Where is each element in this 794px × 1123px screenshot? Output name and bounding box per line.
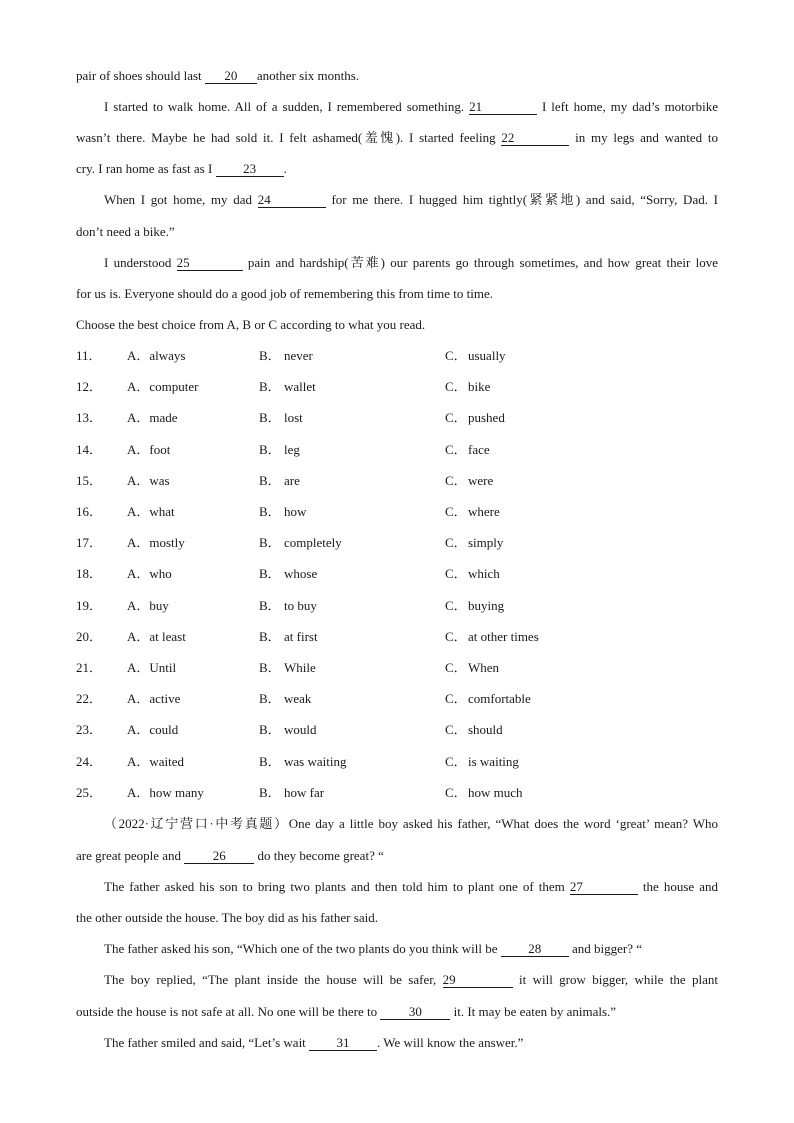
text-segment: cry. I ran home as fast as I — [76, 161, 216, 176]
question-number: 22． — [76, 691, 103, 707]
passage-line — [76, 1004, 718, 1020]
option-b-label: B． — [259, 379, 281, 395]
question-number: 17． — [76, 535, 103, 551]
option-a-text: computer — [149, 379, 199, 395]
blank-30: 30 — [380, 1005, 450, 1020]
passage-line — [104, 99, 718, 115]
option-c-label: C． — [445, 472, 467, 488]
text-segment: I left home, my dad’s motorbike — [542, 99, 719, 114]
text-segment: pain and hardship(苦难) our parents go through sometimes, and how great their love — [247, 255, 719, 270]
option-a — [127, 442, 170, 458]
option-c-text: should — [468, 722, 503, 738]
question-number: 11． — [76, 348, 102, 363]
option-c-text: where — [468, 504, 500, 519]
text-segment: The father asked his son, “Which one of the two plants do you think will be — [104, 941, 501, 956]
instruction-text: Choose the best choice from A, B or C according to what you read. — [76, 317, 426, 332]
option-b-text: completely — [284, 535, 342, 551]
option-c-text: pushed — [468, 410, 505, 426]
blank-29: 29 — [443, 973, 513, 988]
option-a-label: A． — [127, 410, 150, 426]
option-a — [127, 722, 178, 738]
option-b-label: B． — [259, 660, 281, 675]
blank-21: 21 — [469, 100, 537, 115]
blank-25: 25 — [177, 256, 243, 271]
option-c-text: When — [468, 660, 500, 675]
option-c-text: were — [468, 472, 494, 488]
option-b-label: B． — [259, 504, 281, 519]
passage-line — [104, 972, 718, 988]
passage-line: the other outside the house. The boy did as his father said. — [76, 910, 378, 925]
blank-28: 28 — [501, 942, 569, 957]
option-a-label: A． — [127, 691, 150, 707]
blank-26: 26 — [184, 849, 254, 864]
text-segment: The father smiled and said, “Let’s wait — [104, 1035, 310, 1050]
question-number: 19． — [76, 597, 103, 613]
option-b-text: would — [284, 722, 317, 738]
option-a-label: A． — [127, 504, 150, 519]
question-number: 12． — [76, 379, 103, 395]
option-c-text: simply — [468, 535, 504, 551]
option-a-text: could — [149, 722, 179, 738]
option-a-label: A． — [127, 348, 150, 363]
passage-line — [104, 255, 718, 271]
option-b-label: B． — [259, 535, 281, 551]
option-c-label: C． — [445, 535, 467, 551]
text-segment: . We will know the answer.” — [377, 1035, 524, 1050]
question-number: 21． — [76, 660, 103, 675]
text-segment: outside the house is not safe at all. No one will be there to — [76, 1004, 381, 1019]
passage-line — [104, 192, 718, 208]
option-c-label: C． — [445, 784, 467, 800]
option-b-text: whose — [284, 566, 318, 582]
option-c-text: buying — [468, 597, 505, 613]
option-b-label: B． — [259, 597, 281, 613]
option-a-label: A． — [127, 660, 150, 675]
option-a-label: A． — [127, 628, 150, 644]
passage-line — [76, 161, 718, 177]
option-c-label: C． — [445, 410, 467, 426]
option-c-text: is waiting — [468, 753, 519, 769]
option-b-label: B． — [259, 472, 281, 488]
option-a-text: Until — [149, 660, 177, 675]
text-segment: it will grow bigger, while the plant — [519, 972, 718, 987]
question-number: 14． — [76, 441, 103, 457]
text-segment: the house and — [642, 879, 718, 894]
text-segment: for me there. I hugged him tightly(紧紧地) and said, “Sorry, Dad. I — [331, 192, 719, 207]
option-b-label: B． — [259, 566, 281, 582]
option-b-text: wallet — [284, 379, 316, 395]
option-c-label: C． — [445, 379, 467, 395]
text-segment: pair of shoes should last — [76, 68, 205, 83]
text-segment: do they become great? “ — [254, 848, 384, 863]
option-c-text: bike — [468, 379, 491, 395]
option-b-text: While — [284, 660, 316, 675]
option-b-label: B． — [259, 628, 281, 644]
option-b-text: to buy — [284, 597, 317, 613]
option-a-label: A． — [127, 597, 150, 613]
question-number: 20． — [76, 628, 103, 644]
option-a — [127, 660, 176, 676]
option-b-label: B． — [259, 722, 281, 738]
option-b-text: was waiting — [284, 753, 347, 769]
option-c-text: how much — [468, 784, 523, 800]
option-a — [127, 785, 204, 801]
option-a-text: how many — [149, 784, 204, 800]
option-b-text: are — [284, 472, 300, 488]
passage-line — [76, 848, 718, 864]
option-a — [127, 598, 169, 614]
blank-20: 20 — [205, 69, 257, 84]
question-number: 25． — [76, 784, 103, 800]
option-a-label: A． — [127, 441, 150, 457]
option-a-text: at least — [149, 628, 186, 644]
question-number: 18． — [76, 566, 103, 582]
passage-line — [76, 130, 718, 146]
option-a — [127, 379, 198, 395]
option-c-label: C． — [445, 722, 467, 738]
option-a-label: A． — [127, 753, 150, 769]
option-b-text: never — [284, 348, 313, 363]
text-segment: another six months. — [256, 68, 360, 83]
text-segment: it. It may be eaten by animals.” — [450, 1004, 617, 1019]
option-c-label: C． — [445, 504, 467, 519]
option-a — [127, 754, 184, 770]
option-a — [127, 629, 186, 645]
option-a-text: was — [149, 472, 170, 488]
blank-22: 22 — [501, 131, 569, 146]
option-a — [127, 566, 172, 582]
option-a — [127, 691, 180, 707]
question-number: 16． — [76, 504, 103, 519]
option-b-label: B． — [259, 441, 281, 457]
option-c-text: at other times — [468, 628, 539, 644]
option-c-label: C． — [445, 753, 467, 769]
text-segment: . — [283, 161, 287, 176]
option-a-label: A． — [127, 535, 150, 551]
passage-line: （2022·辽宁营口·中考真题）One day a little boy asked his father, “What does the word ‘great’ mean? Who — [104, 816, 718, 831]
option-a-label: A． — [127, 379, 150, 395]
blank-27: 27 — [570, 880, 638, 895]
text-segment: I started to walk home. All of a sudden, I remembered something. — [104, 99, 470, 114]
passage-line — [76, 68, 718, 84]
option-c-text: face — [468, 441, 490, 457]
option-a-label: A． — [127, 722, 150, 738]
option-c-text: comfortable — [468, 691, 531, 707]
blank-31: 31 — [309, 1036, 377, 1051]
option-a-label: A． — [127, 472, 150, 488]
option-c-label: C． — [445, 660, 467, 675]
option-c-label: C． — [445, 348, 467, 363]
option-a-label: A． — [127, 784, 150, 800]
option-c-label: C． — [445, 691, 467, 707]
option-b-text: weak — [284, 691, 312, 707]
option-b-text: lost — [284, 410, 303, 426]
option-c-text: usually — [468, 348, 506, 363]
text-segment: are great people and — [76, 848, 185, 863]
option-a-text: mostly — [149, 535, 185, 551]
passage-line — [104, 941, 718, 957]
option-a-label: A． — [127, 566, 150, 582]
text-segment: and bigger? “ — [568, 941, 643, 956]
option-b-label: B． — [259, 753, 281, 769]
text-segment: wasn’t there. Maybe he had sold it. I felt ashamed(羞愧). I started feeling — [76, 130, 502, 145]
passage-line: for us is. Everyone should do a good job of remembering this from time to time. — [76, 286, 494, 301]
passage-line — [104, 879, 718, 895]
option-b-text: how far — [284, 784, 325, 800]
option-c-label: C． — [445, 628, 467, 644]
option-a — [127, 473, 170, 489]
blank-24: 24 — [258, 193, 326, 208]
question-number: 24． — [76, 753, 103, 769]
option-b-text: how — [284, 504, 307, 519]
option-a-text: waited — [149, 753, 185, 769]
option-a — [127, 535, 185, 551]
option-b-label: B． — [259, 691, 281, 707]
text-segment: I understood — [104, 255, 177, 270]
option-b-label: B． — [259, 784, 281, 800]
option-b-text: at first — [284, 628, 318, 644]
option-a-text: active — [149, 691, 181, 707]
passage-line — [104, 1035, 718, 1051]
option-a — [127, 348, 186, 364]
option-b-label: B． — [259, 410, 281, 426]
option-a-text: buy — [149, 597, 169, 613]
passage-line: don’t need a bike.” — [76, 224, 175, 239]
option-a-text: foot — [149, 441, 171, 457]
option-b-text: leg — [284, 441, 300, 457]
option-a-text: what — [149, 504, 175, 519]
option-a-text: who — [149, 566, 172, 582]
option-c-text: which — [468, 566, 500, 582]
option-c-label: C． — [445, 441, 467, 457]
text-segment: The boy replied, “The plant inside the house will be safer, — [104, 972, 443, 987]
option-a-text: always — [149, 348, 186, 363]
text-segment: in my legs and wanted to — [575, 130, 718, 145]
question-number: 13． — [76, 410, 103, 426]
option-a — [127, 410, 178, 426]
text-segment: When I got home, my dad — [104, 192, 258, 207]
option-a-text: made — [149, 410, 178, 426]
option-c-label: C． — [445, 597, 467, 613]
option-a — [127, 504, 175, 520]
text-segment: The father asked his son to bring two plants and then told him to plant one of them — [104, 879, 570, 894]
blank-23: 23 — [216, 162, 284, 177]
question-number: 23． — [76, 722, 103, 738]
option-b-label: B． — [259, 348, 281, 363]
question-number: 15． — [76, 472, 103, 488]
option-c-label: C． — [445, 566, 467, 582]
